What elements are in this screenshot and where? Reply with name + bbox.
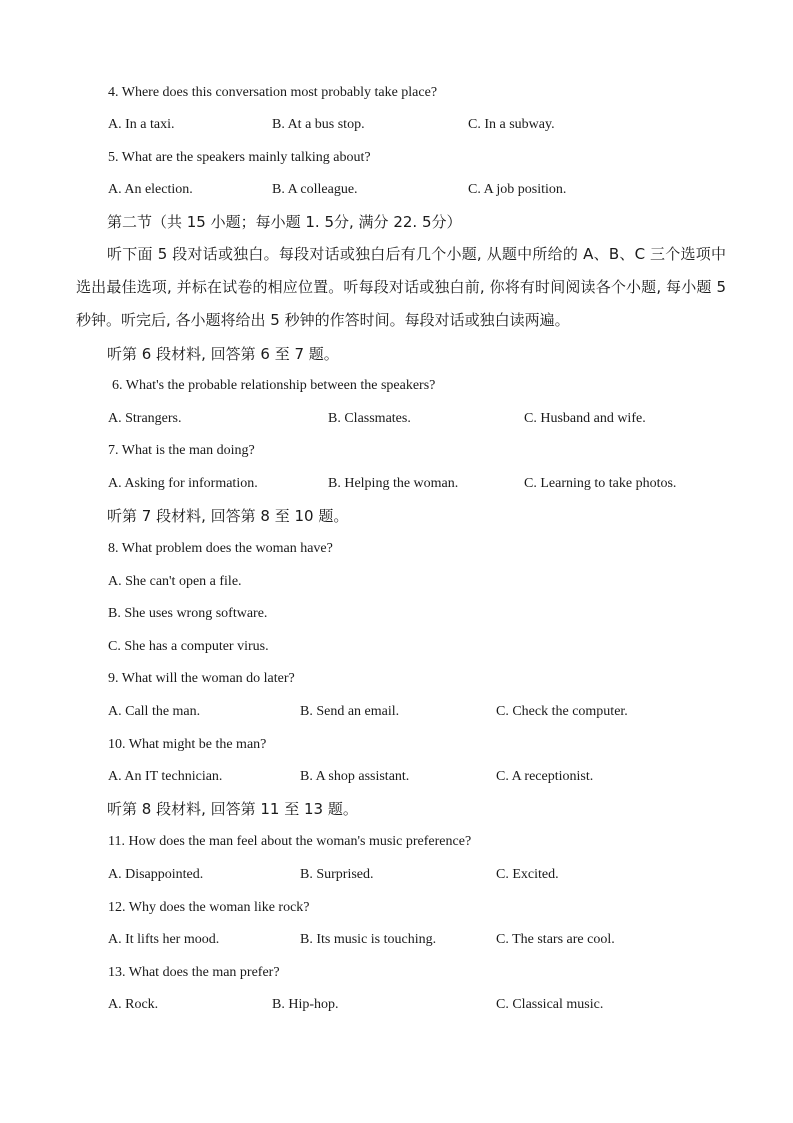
question-10-stem: 10. What might be the man? [108,737,267,752]
question-12-option-c: C. The stars are cool. [496,932,615,947]
section-2-heading: 第二节（共 15 小题；每小题 1. 5分, 满分 22. 5分） [107,213,462,231]
question-10-option-b: B. A shop assistant. [300,769,410,784]
question-9-option-c: C. Check the computer. [496,704,628,719]
question-5-option-c: C. A job position. [468,182,567,197]
question-13-option-c: C. Classical music. [496,997,604,1012]
question-8-option-a: A. She can't open a file. [108,574,242,589]
question-12-option-b: B. Its music is touching. [300,932,437,947]
question-7-stem: 7. What is the man doing? [108,443,255,458]
question-7-option-a: A. Asking for information. [108,476,258,491]
material-7-heading: 听第 7 段材料, 回答第 8 至 10 题。 [107,507,349,525]
question-11-option-a: A. Disappointed. [108,867,204,882]
question-13-option-b: B. Hip-hop. [272,997,339,1012]
question-5-option-b: B. A colleague. [272,182,358,197]
question-6-option-c: C. Husband and wife. [524,411,646,426]
material-8-heading: 听第 8 段材料, 回答第 11 至 13 题。 [107,800,358,818]
question-6-option-b: B. Classmates. [328,411,411,426]
question-4-option-c: C. In a subway. [468,117,555,132]
question-4-option-a: A. In a taxi. [108,117,175,132]
question-9-option-a: A. Call the man. [108,704,201,719]
question-11-option-c: C. Excited. [496,867,559,882]
question-7-option-c: C. Learning to take photos. [524,476,677,491]
question-10-option-a: A. An IT technician. [108,769,223,784]
question-9-option-b: B. Send an email. [300,704,400,719]
question-8-option-b: B. She uses wrong software. [108,606,268,621]
question-9-stem: 9. What will the woman do later? [108,671,295,686]
question-11-stem: 11. How does the man feel about the woman's music preference? [108,834,472,849]
question-5-option-a: A. An election. [108,182,193,197]
question-13-stem: 13. What does the man prefer? [108,965,280,980]
question-13-option-a: A. Rock. [108,997,159,1012]
question-10-option-c: C. A receptionist. [496,769,594,784]
question-11-option-b: B. Surprised. [300,867,374,882]
material-6-heading: 听第 6 段材料, 回答第 6 至 7 题。 [107,345,339,363]
question-8-stem: 8. What problem does the woman have? [108,541,333,556]
question-12-option-a: A. It lifts her mood. [108,932,220,947]
question-8-option-c: C. She has a computer virus. [108,639,269,654]
question-4-stem: 4. Where does this conversation most probably take place? [108,85,438,100]
question-6-option-a: A. Strangers. [108,411,182,426]
question-7-option-b: B. Helping the woman. [328,476,459,491]
question-12-stem: 12. Why does the woman like rock? [108,900,310,915]
question-6-stem: 6. What's the probable relationship between the speakers? [112,378,436,393]
question-5-stem: 5. What are the speakers mainly talking about? [108,150,371,165]
section-2-instructions: 听下面 5 段对话或独白。每段对话或独白后有几个小题, 从题中所给的 A、B、C 三个选项中选出最佳选项, 并标在试卷的相应位置。听每段对话或独白前, 你将有时间阅读各个小题, 每小题 5 秒钟。听完后, 各小题将给出 5 秒钟的作答时间。每段对话或独白读两遍。 [76,245,726,329]
question-4-option-b: B. At a bus stop. [272,117,365,132]
